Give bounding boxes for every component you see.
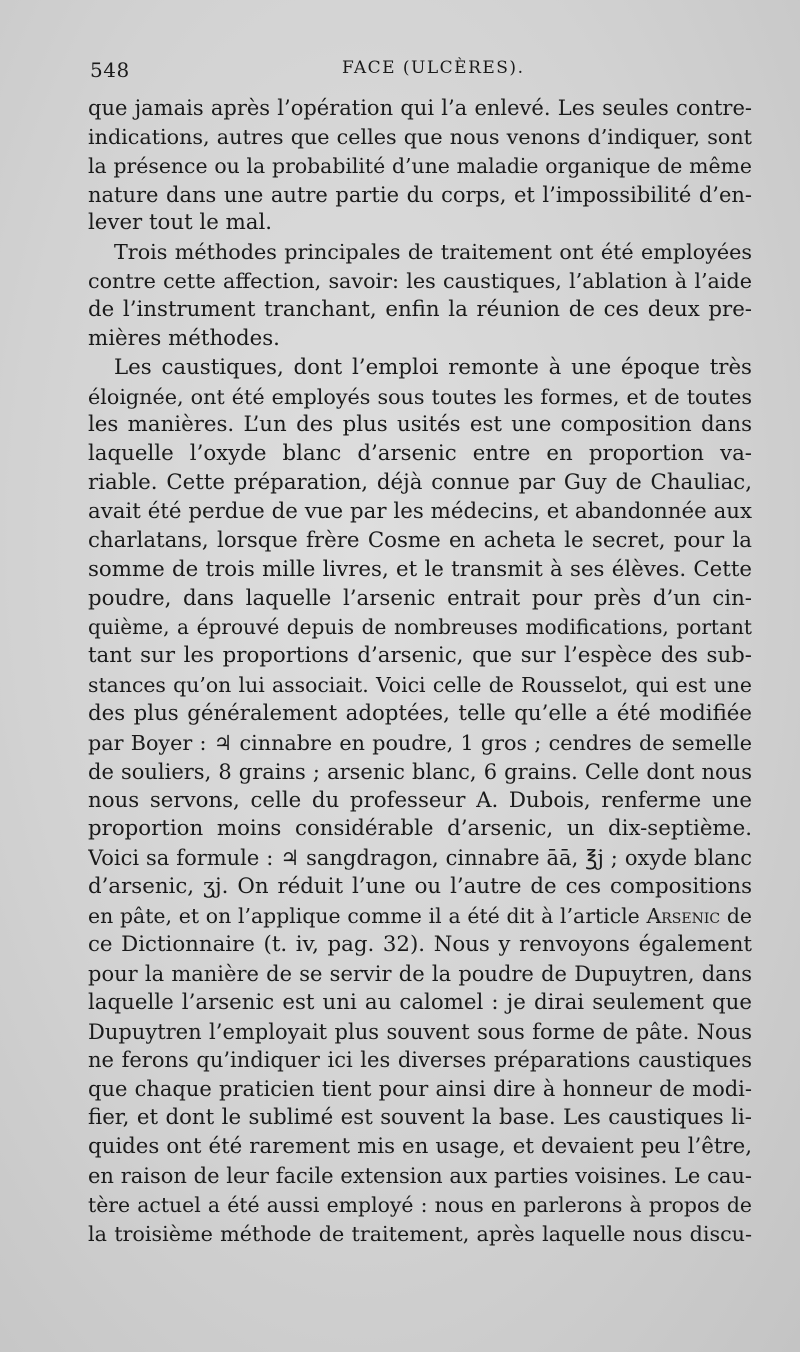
line-text: laquelle l’oxyde blanc d’arsenic entre en proportion va- [88,441,752,467]
line-text: Voici sa formule : ♃ sangdragon, cinnabre āā, ℥j ; oxyde blanc [88,846,752,871]
line-text: des plus généralement adoptées, telle qu’elle a été modifiée [88,701,752,727]
line-text: pour la manière de se servir de la poudre de Dupuytren, dans [88,961,752,986]
line-text: tant sur les proportions d’arsenic, que sur l’espèce des sub- [88,643,752,669]
text-line [88,1133,752,1162]
line-text: poudre, dans laquelle l’arsenic entrait pour près d’un cin- [88,585,752,611]
text-line [88,152,752,181]
text-line [88,815,752,844]
line-text: que jamais après l’opération qui l’a enlevé. Les seules contre- [88,96,752,120]
line-text: la présence ou la probabilité d’une maladie organique de même [88,153,752,178]
line-text: tère actuel a été aussi employé : nous en parlerons à propos de [88,1192,752,1217]
line-text: que chaque praticien tient pour ainsi dire à honneur de modi- [88,1077,752,1102]
text-line [88,758,752,787]
text-line [88,1162,752,1191]
text-line [88,989,752,1018]
text-line [88,325,752,354]
text-line [88,1046,752,1075]
text-line [88,729,752,758]
line-text-after: de [720,904,752,929]
line-text: laquelle l’arsenic est uni au calomel : je dirai seulement que [88,989,752,1015]
text-line [88,411,752,440]
text-line [88,94,752,123]
text-line [88,642,752,671]
body-text [88,94,752,1248]
text-line [88,267,752,296]
text-line [88,787,752,816]
text-line [88,296,752,325]
line-text: d’arsenic, ʒj. On réduit l’une ou l’autre de ces compositions [88,874,752,900]
text-line [88,440,752,469]
line-text: éloignée, ont été employés sous toutes les formes, et de toutes [88,384,752,409]
text-line [88,383,752,412]
line-text: fier, et dont le sublimé est souvent la base. Les caustiques li- [88,1105,752,1131]
text-line [88,1075,752,1104]
line-text: en pâte, et on l’applique comme il a été dit à l’article [88,904,647,929]
line-text: quième, a éprouvé depuis de nombreuses modifications, portant [88,615,752,640]
text-line [88,209,752,238]
text-line [88,354,752,383]
text-line [88,181,752,210]
line-text: en raison de leur facile extension aux parties voisines. Le cau- [88,1163,752,1188]
line-text: de l’instrument tranchant, enfin la réunion de ces deux pre- [88,297,752,323]
text-line [88,527,752,556]
line-text: quides ont été rarement mis en usage, et devaient peu l’être, [88,1133,752,1159]
text-line [88,556,752,585]
line-text: Les caustiques, dont l’emploi remonte à une époque très [114,354,752,380]
line-text: ce Dictionnaire (t. iv, pag. 32). Nous y renvoyons également [88,931,752,957]
line-text: Trois méthodes principales de traitement ont été employées [114,240,752,265]
line-text: indications, autres que celles que nous venons d’indiquer, sont [88,124,752,149]
line-text: mières méthodes. [88,325,280,351]
line-text: proportion moins considérable d’arsenic, un dix-septième. [88,816,752,842]
article-reference: Arsenic [646,904,721,929]
text-line [88,931,752,960]
line-text: somme de trois mille livres, et le transmit à ses élèves. Cette [88,556,752,582]
line-text: Dupuytren l’employait plus souvent sous forme de pâte. Nous [88,1019,752,1044]
line-text: la troisième méthode de traitement, après laquelle nous discu- [88,1221,752,1246]
text-line [88,1104,752,1133]
line-text: les manières. L’un des plus usités est une composition dans [88,412,752,438]
text-line [88,1018,752,1047]
line-text: nature dans une autre partie du corps, et l’impossibilité d’en- [88,182,752,207]
text-line [88,1191,752,1220]
page-number: 548 [90,58,130,82]
line-text: contre cette affection, savoir: les caustiques, l’ablation à l’aide [88,269,752,294]
line-text: de souliers, 8 grains ; arsenic blanc, 6 grains. Celle dont nous [88,759,752,784]
line-text: riable. Cette préparation, déjà connue par Guy de Chauliac, [88,470,752,496]
line-text: lever tout le mal. [88,210,273,236]
line-text: charlatans, lorsque frère Cosme en acheta le secret, pour la [88,527,752,553]
text-line [88,1220,752,1249]
text-line [88,123,752,152]
text-line [88,700,752,729]
text-line [88,902,752,931]
text-line [88,238,752,267]
line-text: stances qu’on lui associait. Voici celle de Rousselot, qui est une [88,673,752,698]
text-line [88,873,752,902]
text-line [88,498,752,527]
text-line [88,960,752,989]
text-line [88,469,752,498]
running-head: FACE (ULCÈRES). [342,58,525,78]
line-text: par Boyer : ♃ cinnabre en poudre, 1 gros ; cendres de semelle [88,730,752,755]
line-text: ne ferons qu’indiquer ici les diverses préparations caustiques [88,1048,752,1073]
text-line [88,671,752,700]
line-text: avait été perdue de vue par les médecins, et abandonnée aux [88,499,752,525]
page-header [90,58,750,86]
text-line [88,585,752,614]
line-text: nous servons, celle du professeur A. Dubois, renferme une [88,787,752,813]
text-line [88,613,752,642]
text-line [88,844,752,873]
